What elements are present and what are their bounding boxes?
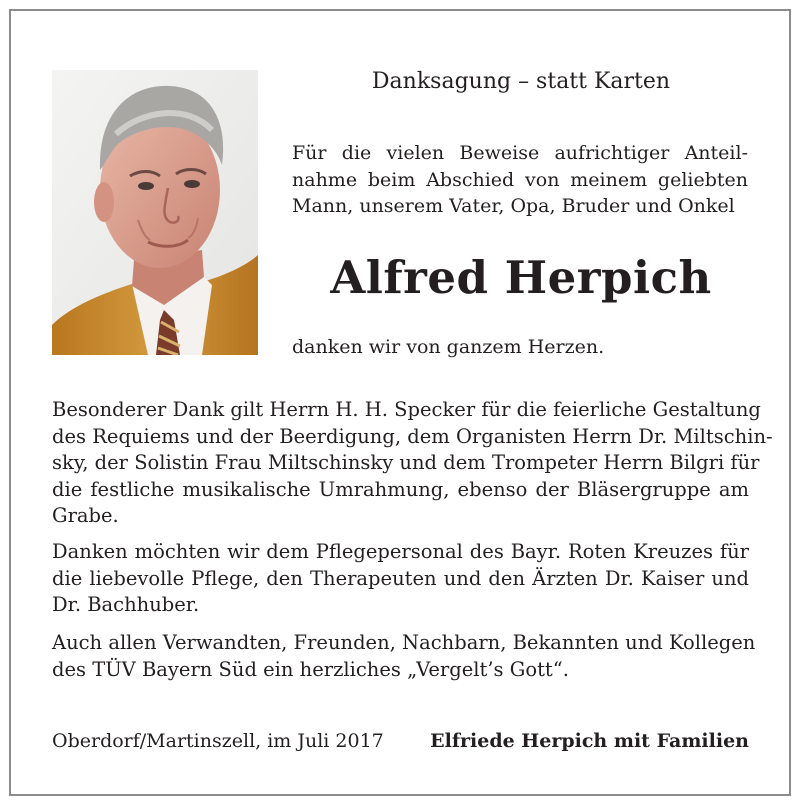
paragraph-line: Grabe.: [52, 504, 119, 527]
paragraph-line: die festliche musikalische Umrahmung, ebenso der Bläsergruppe am: [52, 477, 749, 501]
paragraph-line: Danken möchten wir dem Pflegepersonal des Bayr. Roten Kreuzes für: [52, 540, 749, 563]
portrait-illustration: [52, 70, 258, 355]
notice-heading: Danksagung – statt Karten: [371, 69, 671, 94]
paragraph-line: Auch allen Verwandten, Freunden, Nachbarn, Bekannten und Kollegen: [52, 631, 756, 654]
paragraph-care-thanks: [52, 539, 749, 619]
paragraph-general-thanks: [52, 630, 756, 683]
paragraph-line: Besonderer Dank gilt Herrn H. H. Specker für die feierliche Gestaltung: [52, 398, 761, 421]
paragraph-line: Dr. Bachhuber.: [52, 593, 200, 616]
intro-line: Für die vielen Beweise aufrichtiger Anteil-: [292, 142, 748, 164]
paragraph-line: sky, der Solistin Frau Miltschinsky und dem Trompeter Herrn Bilgri für: [52, 451, 760, 474]
thanks-line: danken wir von ganzem Herzen.: [292, 336, 605, 358]
intro-line: nahme beim Abschied von meinem geliebten: [292, 168, 748, 191]
paragraph-line: des Requiems und der Beerdigung, dem Organisten Herrn Dr. Miltschin-: [52, 424, 773, 448]
paragraph-line: des TÜV Bayern Süd ein herzliches „Vergelt’s Gott“.: [52, 657, 569, 681]
signature: Elfriede Herpich mit Familien: [430, 730, 749, 752]
intro-text: [292, 140, 748, 220]
paragraph-line: die liebevolle Pflege, den Therapeuten und den Ärzten Dr. Kaiser und: [52, 566, 749, 590]
place-date: Oberdorf/Martinszell, im Juli 2017: [52, 730, 384, 752]
portrait-photo: [52, 70, 258, 355]
intro-line: Mann, unserem Vater, Opa, Bruder und Onkel: [292, 195, 735, 217]
deceased-name: Alfred Herpich: [330, 251, 712, 304]
paragraph-special-thanks: [52, 397, 773, 530]
